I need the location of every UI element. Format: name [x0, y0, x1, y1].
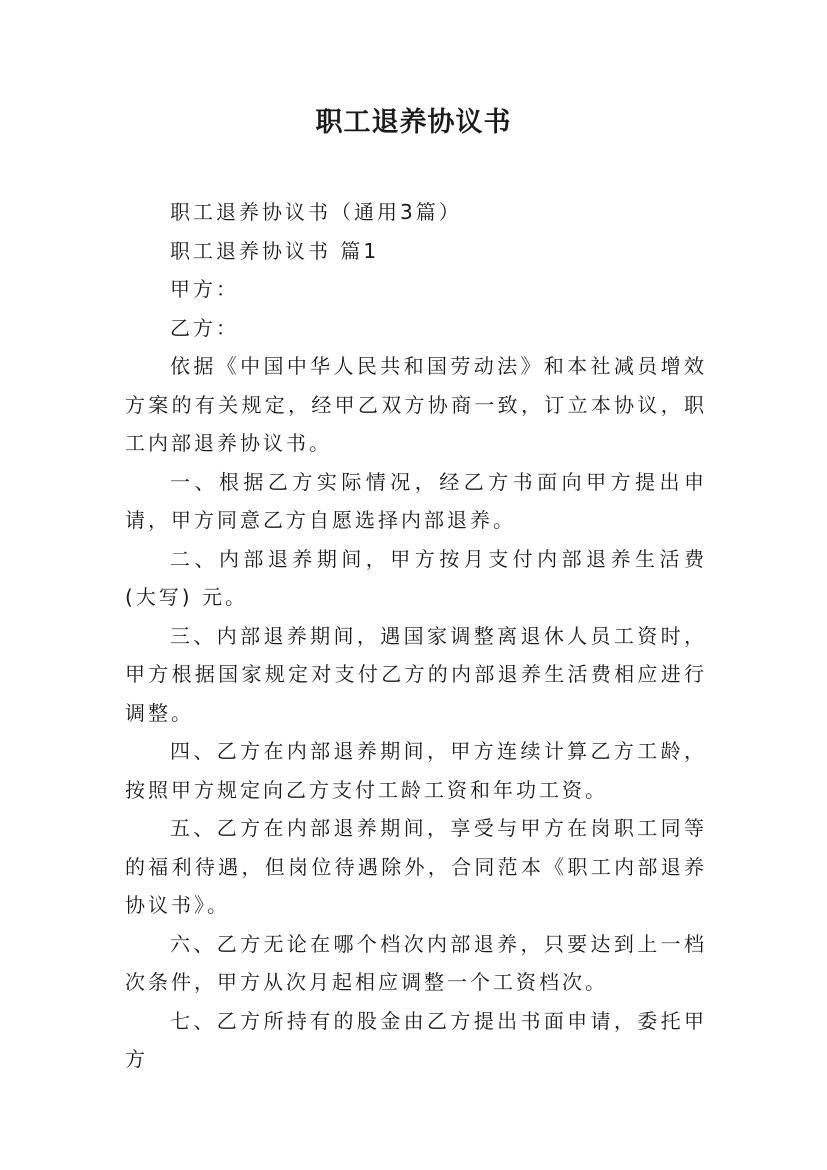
paragraph-clause-4: 四、乙方在内部退养期间，甲方连续计算乙方工龄，按照甲方规定向乙方支付工龄工资和年功工资。 [125, 739, 707, 802]
paragraph-section-heading: 职工退养协议书 篇1 [170, 238, 380, 263]
paragraph-clause-7: 七、乙方所持有的股金由乙方提出书面申请，委托甲方 [125, 1008, 707, 1071]
paragraph-clause-1: 一、根据乙方实际情况，经乙方书面向甲方提出申请，甲方同意乙方自愿选择内部退养。 [125, 469, 707, 532]
paragraph-clause-5: 五、乙方在内部退养期间，享受与甲方在岗职工同等的福利待遇，但岗位待遇除外，合同范本《职工内部退养协议书》。 [125, 816, 707, 917]
document-body [125, 193, 707, 1079]
paragraph-subtitle: 职工退养协议书（通用3篇） [170, 200, 462, 224]
paragraph-preamble: 依据《中国中华人民共和国劳动法》和本社减员增效方案的有关规定，经甲乙双方协商一致，订立本协议，职工内部退养协议书。 [125, 354, 707, 455]
document-title: 职工退养协议书 [315, 107, 512, 138]
paragraph-clause-6: 六、乙方无论在哪个档次内部退养，只要达到上一档次条件，甲方从次月起相应调整一个工资档次。 [125, 931, 707, 994]
paragraph-clause-2: 二、内部退养期间，甲方按月支付内部退养生活费(大写) 元。 [125, 546, 707, 609]
paragraph-party-a: 甲方： [170, 277, 239, 301]
paragraph-clause-3: 三、内部退养期间，遇国家调整离退休人员工资时，甲方根据国家规定对支付乙方的内部退养生活费相应进行调整。 [125, 623, 707, 725]
paragraph-party-b: 乙方： [170, 315, 239, 340]
